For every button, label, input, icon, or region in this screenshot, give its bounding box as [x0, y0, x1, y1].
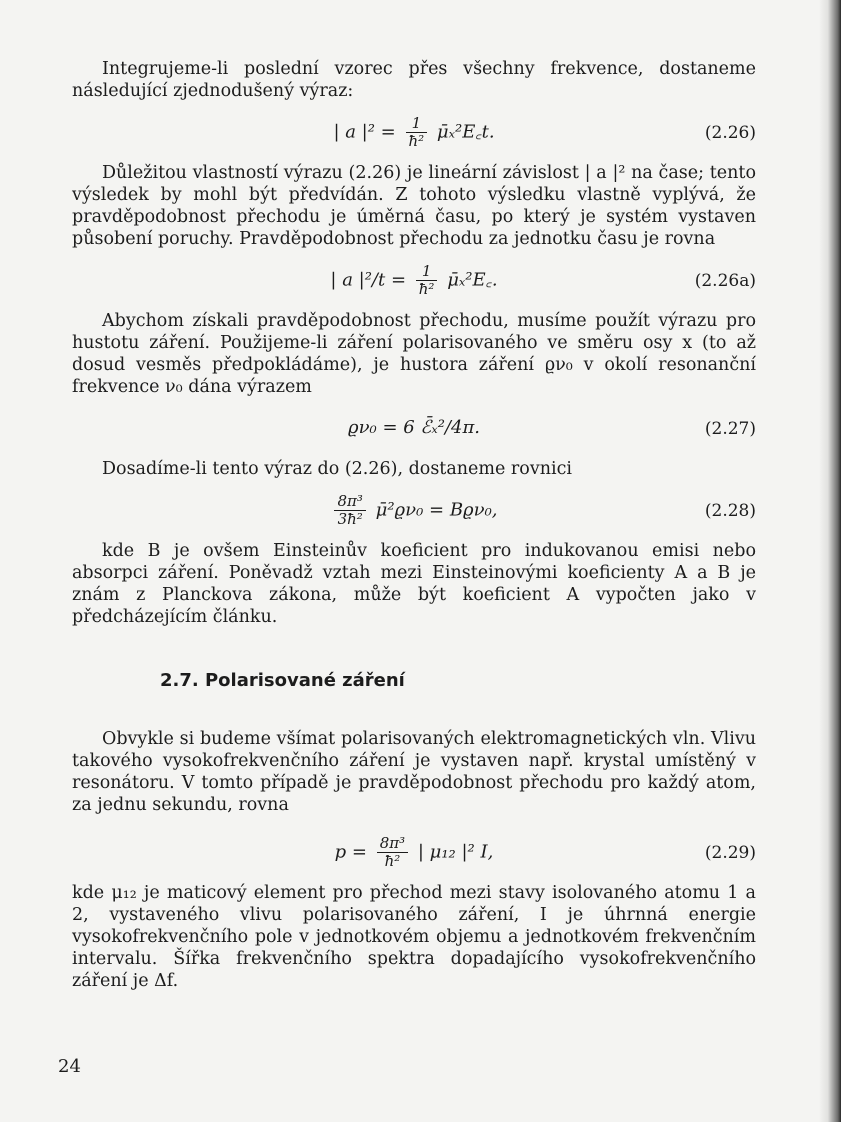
paragraph-7: kde μ₁₂ je maticový element pro přechod mezi stavy isolovaného atomu 1 a 2, vystaveného vlivu polarisovaného záření, I je úhrnná energie vysokofrekvenčního pole v jednotkovém objemu a jednotkovém frekvenčním intervalu. Šířka frekvenčního spektra dopadajícího vysokofrekvenčního záření je Δf. — [72, 883, 756, 991]
equation-2-28 — [72, 488, 756, 532]
eq-2-28-rhs: μ̄²ϱν₀ = Bϱν₀, — [375, 499, 498, 520]
equation-number: (2.29) — [704, 843, 756, 863]
section-heading: 2.7. Polarisované záření — [160, 670, 405, 691]
eq-2-26a-denominator: ħ² — [418, 279, 435, 298]
paragraph-4: Dosadíme-li tento výraz do (2.26), dostaneme rovnici — [102, 459, 572, 479]
eq-2-28-fraction — [334, 493, 365, 528]
eq-2-29-rhs: | μ₁₂ |² I, — [417, 841, 494, 862]
eq-2-29-fraction — [377, 835, 408, 870]
equation-number: (2.26a) — [694, 271, 756, 291]
eq-2-26a-rhs: μ̄ₓ²E꜀. — [447, 269, 498, 290]
eq-2-28-numerator: 8π³ — [334, 493, 365, 511]
page-number: 24 — [58, 1056, 81, 1077]
paragraph-3: Abychom získali pravděpodobnost přechodu, musíme použít výrazu pro hustotu záření. Použijeme-li záření polarisovaného ve směru osy x (to až dosud vesměs předpokládáme), je hustora záření ϱν₀ v okolí resonanční frekvence ν₀ dána výrazem — [72, 311, 756, 397]
eq-2-26a-lhs: | a |²/t = — [330, 269, 407, 290]
eq-2-26a-fraction — [416, 263, 438, 298]
eq-2-26a-numerator: 1 — [416, 263, 438, 281]
eq-2-26-rhs: μ̄ₓ²E꜀t. — [436, 121, 495, 142]
paragraph-2: Důležitou vlastností výrazu (2.26) je lineární závislost | a |² na čase; tento výsledek by mohl být předvídán. Z tohoto výsledku vlastně vyplývá, že pravděpodobnost přechodu je úměrná času, po který je systém vystaven působení poruchy. Pravděpodobnost přechodu za jednotku času je rovna — [72, 163, 756, 249]
equation-2-29-body — [72, 835, 756, 870]
eq-2-26-denominator: ħ² — [408, 131, 425, 150]
eq-2-29-numerator: 8π³ — [377, 835, 408, 853]
eq-2-29-lhs: p = — [334, 841, 367, 862]
eq-2-26-lhs: | a |² = — [333, 121, 396, 142]
paragraph-5: kde B je ovšem Einsteinův koeficient pro indukovanou emisi nebo absorpci záření. Poněvadž vztah mezi Einsteinovými koeficienty A a B je znám z Planckova zákona, může být koeficient A vypočten jako v předcházejícím článku. — [72, 541, 756, 627]
equation-2-26 — [72, 110, 756, 154]
equation-number: (2.27) — [704, 419, 756, 439]
page-content — [72, 58, 756, 992]
equation-2-27-body: ϱν₀ = 6 ℰ̄ₓ²/4π. — [347, 417, 480, 438]
paragraph-1: Integrujeme-li poslední vzorec přes všechny frekvence, dostaneme následující zjednodušený výraz: — [72, 59, 756, 101]
eq-2-28-denominator: 3ħ² — [337, 509, 363, 528]
eq-2-26-fraction — [406, 115, 428, 150]
eq-2-26-numerator: 1 — [406, 115, 428, 133]
paragraph-6: Obvykle si budeme všímat polarisovaných elektromagnetických vln. Vlivu takového vysokofrekvenčního záření je vystaven např. krystal umístěný v resonátoru. V tomto případě je pravděpodobnost přechodu pro každý atom, za jednu sekundu, rovna — [72, 729, 756, 815]
equation-2-27 — [72, 406, 756, 450]
eq-2-29-denominator: ħ² — [384, 851, 401, 870]
equation-2-26a — [72, 258, 756, 302]
equation-2-26-body — [72, 115, 756, 150]
equation-2-29 — [72, 830, 756, 874]
equation-2-26a-body — [72, 263, 756, 298]
equation-2-28-body — [72, 493, 756, 528]
equation-number: (2.28) — [704, 501, 756, 521]
scan-edge-shadow — [819, 0, 841, 1122]
equation-number: (2.26) — [704, 123, 756, 143]
